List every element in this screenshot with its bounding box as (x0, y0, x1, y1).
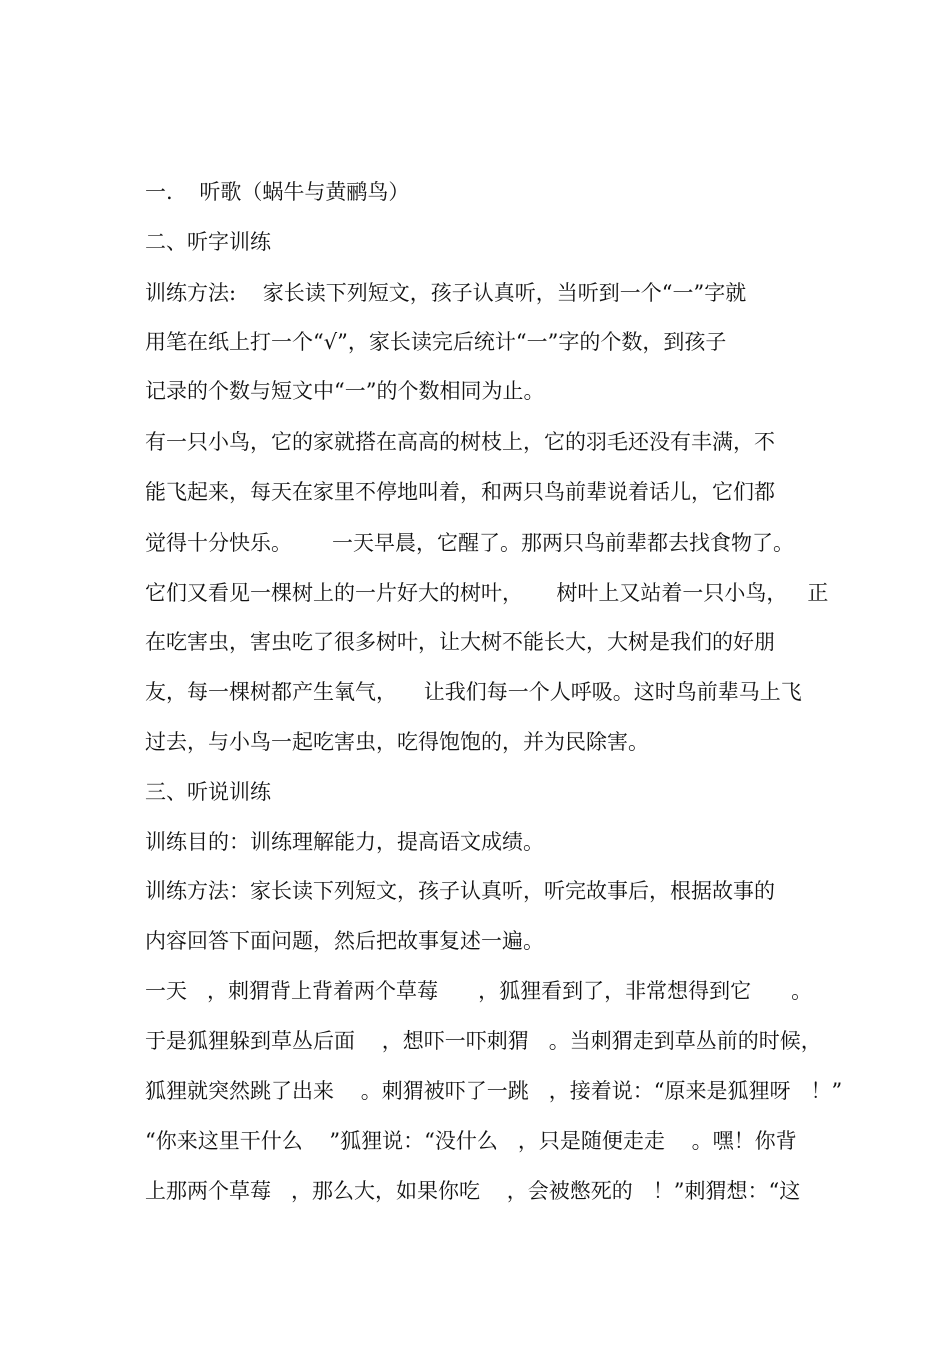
heading-word-listening: 二、听字训练 (145, 230, 271, 254)
paragraph-line: 有一只小鸟，它的家就搭在高高的树枝上，它的羽毛还没有丰满，不 (145, 430, 775, 454)
paragraph-line: 一天 ，刺猬背上背着两个草莓 ，狐狸看到了，非常想得到它 。 (145, 979, 813, 1003)
paragraph-line: 用笔在纸上打一个“√”，家长读完后统计“一”字的个数，到孩子 (145, 330, 727, 354)
paragraph-line: 上那两个草莓 ，那么大，如果你吃 ，会被憋死的 ！”刺猬想：“这 (145, 1179, 801, 1203)
paragraph-line: 训练方法：家长读下列短文，孩子认真听，听完故事后，根据故事的 (145, 879, 775, 903)
paragraph-line: 内容回答下面问题，然后把故事复述一遍。 (145, 929, 544, 953)
heading-listen-song: 一. 听歌（蜗牛与黄鹂鸟） (145, 180, 410, 204)
paragraph-line: 能飞起来，每天在家里不停地叫着，和两只鸟前辈说着话儿，它们都 (145, 480, 775, 504)
paragraph-line: 狐狸就突然跳了出来 。刺猬被吓了一跳 ，接着说：“原来是狐狸呀 ！” (145, 1079, 843, 1103)
heading-speaking-practice: 三、听说训练 (145, 780, 271, 804)
paragraph-line: 于是狐狸躲到草丛后面 ，想吓一吓刺猬 。当刺猬走到草丛前的时候， (145, 1029, 822, 1053)
paragraph-line: 觉得十分快乐。 一天早晨，它醒了。那两只鸟前辈都去找食物了。 (145, 531, 795, 555)
paragraph-line: 过去，与小鸟一起吃害虫，吃得饱饱的，并为民除害。 (145, 730, 649, 754)
paragraph-line: “你来这里干什么 ”狐狸说：“没什么 ，只是随便走走 。嘿！你背 (145, 1129, 797, 1153)
paragraph-line: 训练方法: 家长读下列短文，孩子认真听，当听到一个“一”字就 (145, 281, 747, 305)
paragraph-line: 训练目的：训练理解能力，提高语文成绩。 (145, 830, 544, 854)
paragraph-line: 记录的个数与短文中“一”的个数相同为止。 (145, 379, 545, 403)
paragraph-line: 它们又看见一棵树上的一片好大的树叶， 树叶上又站着一只小鸟， 正 (145, 581, 829, 605)
paragraph-line: 友，每一棵树都产生氧气， 让我们每一个人呼吸。这时鸟前辈马上飞 (145, 680, 802, 704)
paragraph-line: 在吃害虫，害虫吃了很多树叶，让大树不能长大，大树是我们的好朋 (145, 630, 775, 654)
